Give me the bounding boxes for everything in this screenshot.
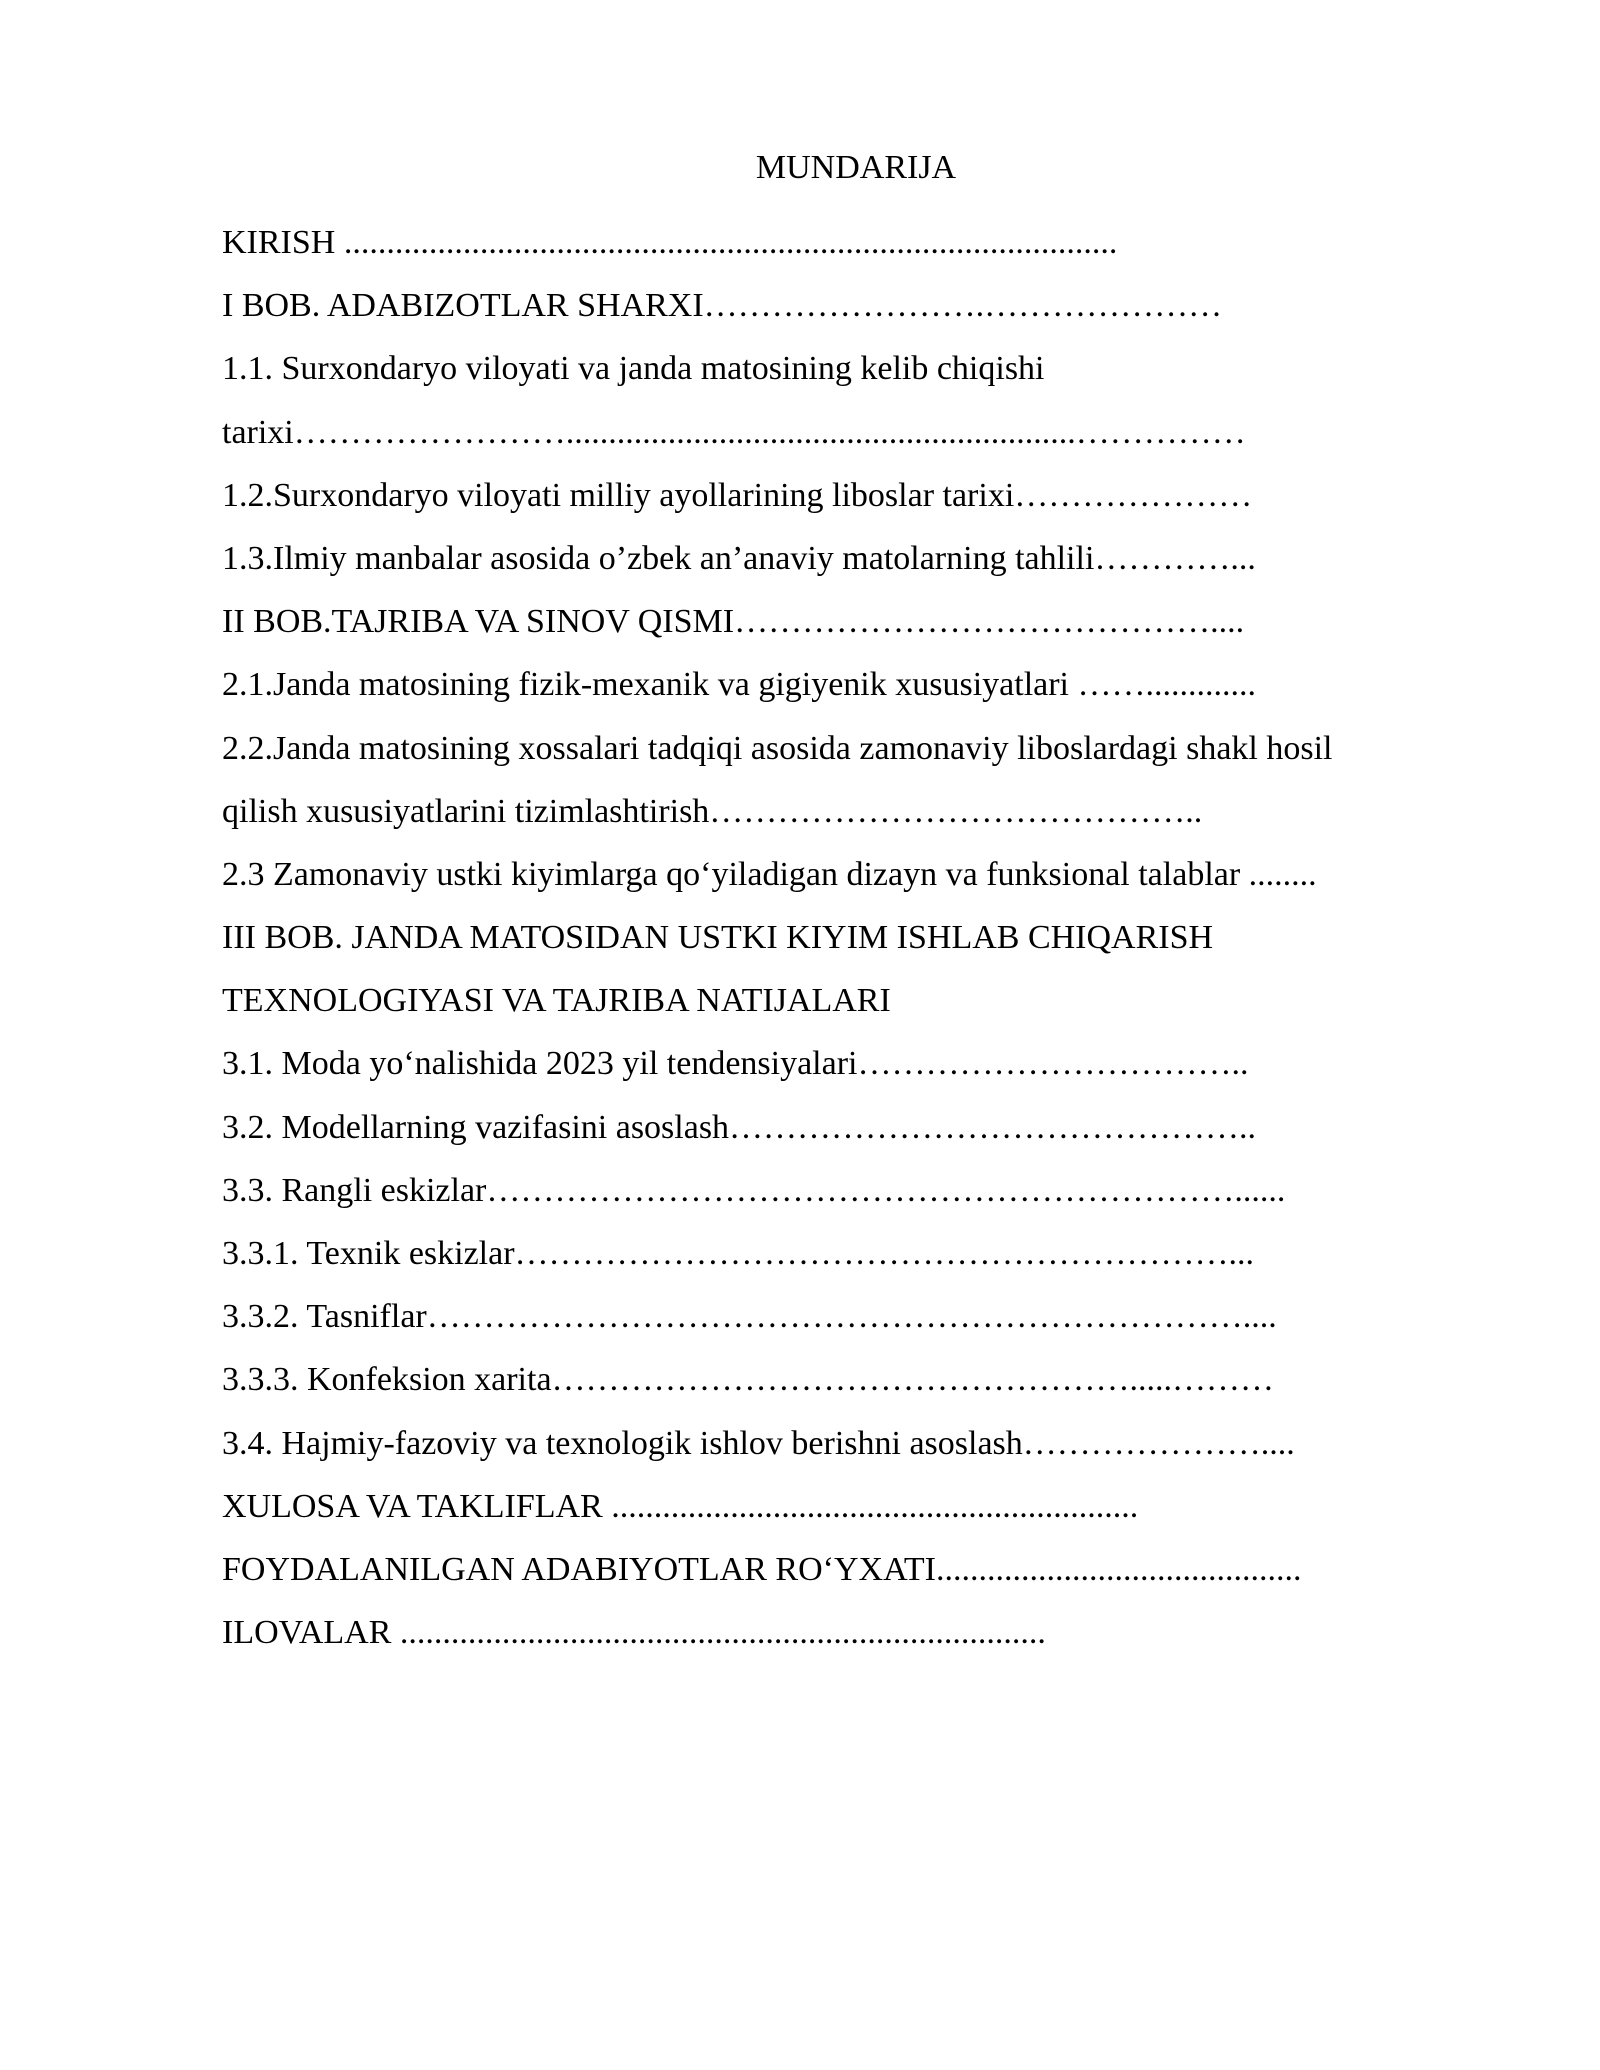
toc-entry-chapter-2: II BOB.TAJRIBA VA SINOV QISMI…………………………………….... [222,603,1245,641]
toc-entry-references: FOYDALANILGAN ADABIYOTLAR RO‘YXATI........................................... [222,1550,1302,1588]
toc-entry-1-1-continued: tarixi……………………............................................................…………… [222,413,1246,451]
toc-entry-chapter-1: I BOB. ADABIZOTLAR SHARXI…………………….………………… [222,287,1223,325]
toc-entry-appendices: ILOVALAR ............................................................................ [222,1614,1046,1652]
toc-entry-2-3: 2.3 Zamonaviy ustki kiyimlarga qo‘yiladigan dizayn va funksional talablar ........ [222,855,1317,893]
toc-entry-1-2: 1.2.Surxondaryo viloyati milliy ayollarining liboslar tarixi………………… [222,476,1253,514]
toc-entry-3-1: 3.1. Moda yo‘nalishida 2023 yil tendensiyalari…………………………….. [222,1045,1249,1083]
toc-entry-chapter-3-continued: TEXNOLOGIYASI VA TAJRIBA NATIJALARI [222,982,891,1020]
page-title: MUNDARIJA [755,149,957,186]
toc-entry-1-3: 1.3.Ilmiy manbalar asosida o’zbek an’anaviy matolarning tahlili…………... [222,539,1256,577]
toc-entry-3-3-3: 3.3.3. Konfeksion xarita…………………………………………….....……… [222,1361,1275,1399]
toc-entry-2-2-continued: qilish xususiyatlarini tizimlashtirish…………………………………….. [222,792,1203,830]
toc-entry-2-1: 2.1.Janda matosining fizik-mexanik va gigiyenik xususiyatlari ……............. [222,666,1256,704]
toc-entry-3-3: 3.3. Rangli eskizlar…………………………………………………………...... [222,1171,1286,1209]
table-of-contents [222,211,1482,1664]
toc-entry-2-2: 2.2.Janda matosining xossalari tadqiqi asosida zamonaviy liboslardagi shakl hosil [222,729,1333,767]
toc-entry-3-3-1: 3.3.1. Texnik eskizlar………………………………………………………... [222,1235,1255,1272]
toc-entry-3-4: 3.4. Hajmiy-fazoviy va texnologik ishlov berishni asoslash………………….... [222,1424,1295,1462]
toc-entry-conclusion: XULOSA VA TAKLIFLAR .............................................................. [222,1487,1139,1525]
toc-entry-kirish: KIRISH ........................................................................................... [222,224,1118,261]
toc-entry-3-2: 3.2. Modellarning vazifasini asoslash……………………………………….. [222,1108,1257,1146]
toc-entry-3-3-2: 3.3.2. Tasniflar……………………………………………………………….... [222,1298,1277,1336]
toc-entry-1-1: 1.1. Surxondaryo viloyati va janda matosining kelib chiqishi [222,350,1045,388]
toc-entry-chapter-3: III BOB. JANDA MATOSIDAN USTKI KIYIM ISHLAB CHIQARISH [222,919,1214,957]
